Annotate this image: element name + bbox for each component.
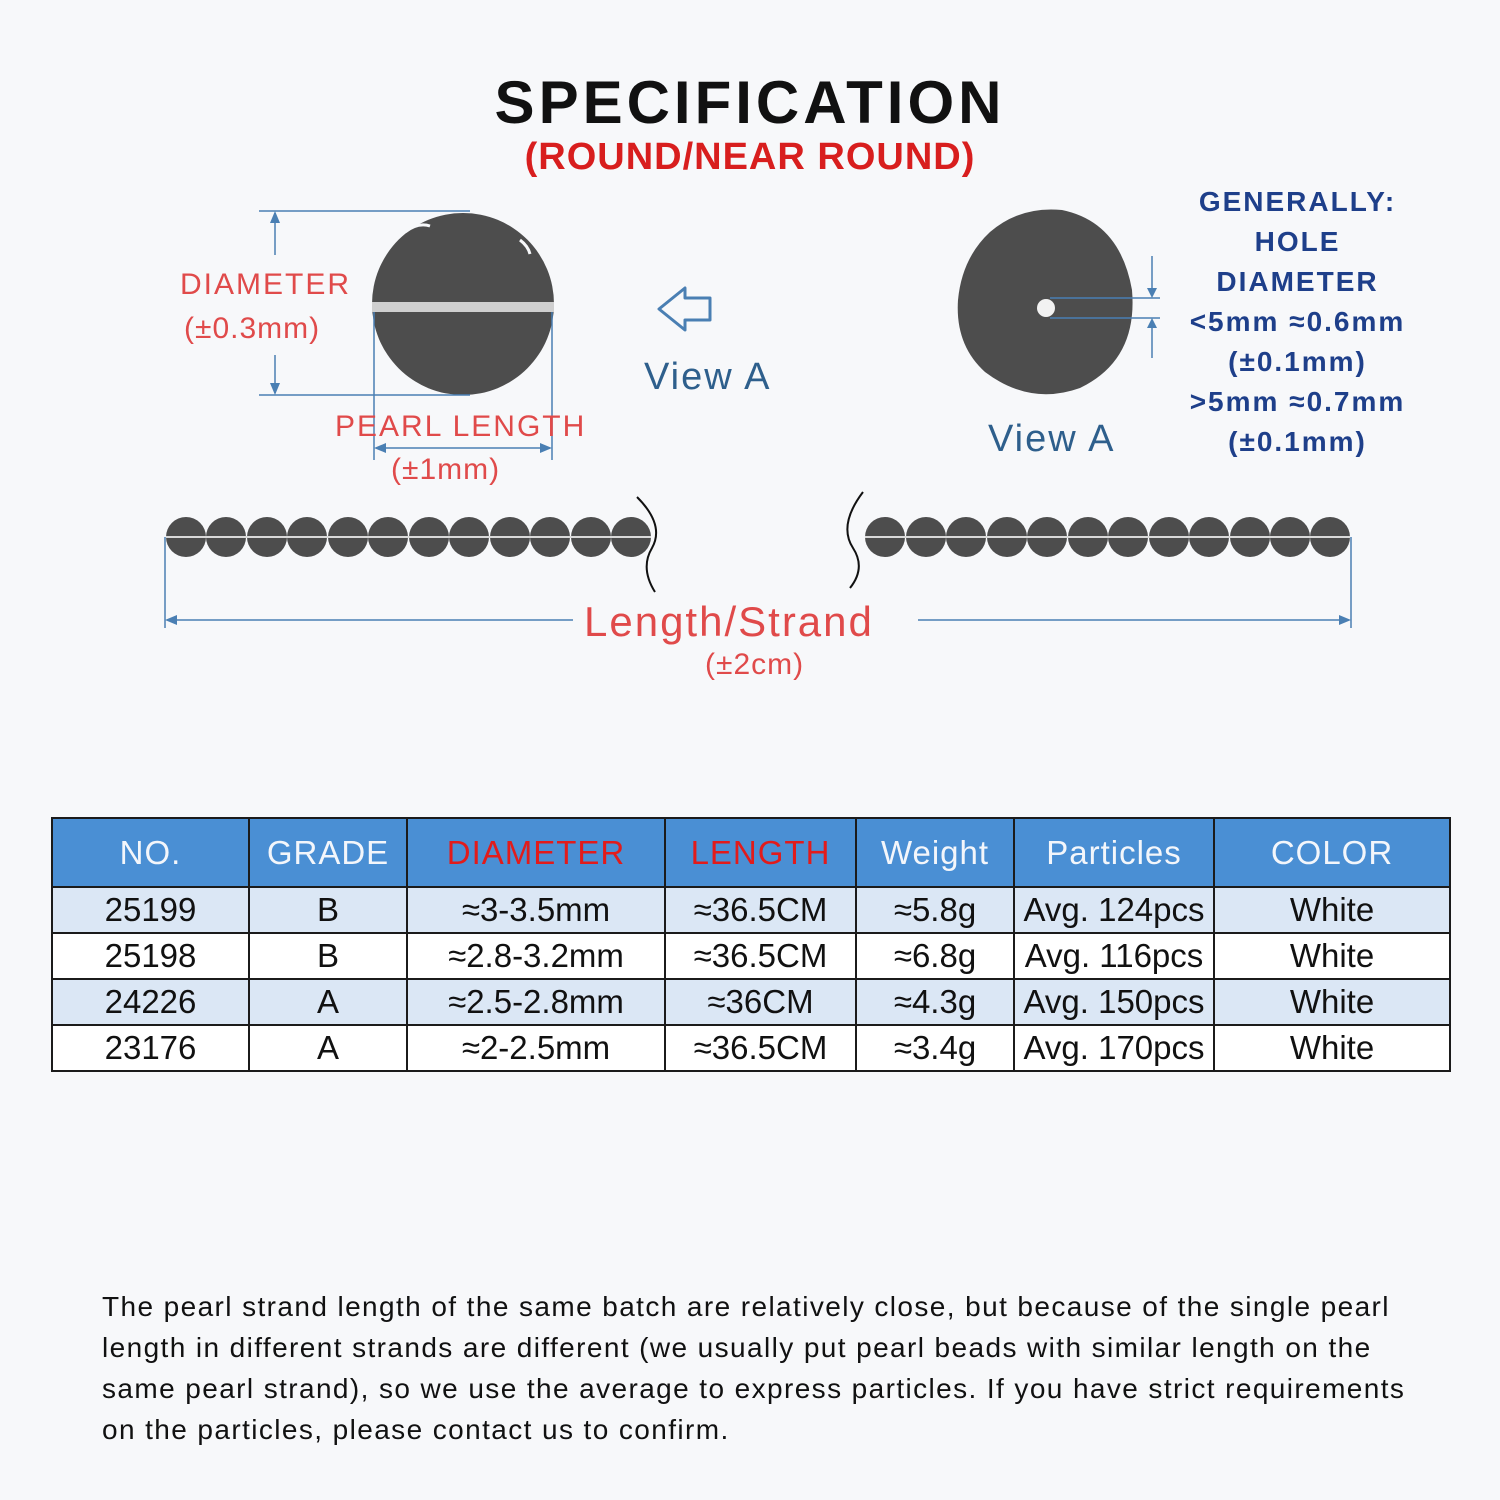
cell-diameter: ≈2.8-3.2mm xyxy=(407,933,665,979)
header-no: NO. xyxy=(52,818,249,887)
cell-no: 23176 xyxy=(52,1025,249,1071)
cell-color: White xyxy=(1214,933,1450,979)
strand-length-label: Length/Strand xyxy=(584,598,874,645)
table-row xyxy=(52,1025,1450,1071)
cell-diameter: ≈2-2.5mm xyxy=(407,1025,665,1071)
diameter-label: DIAMETER xyxy=(180,268,352,301)
cell-grade: B xyxy=(249,933,407,979)
cell-grade: A xyxy=(249,1025,407,1071)
view-a-label-right: View A xyxy=(988,418,1116,460)
drill-hole xyxy=(372,302,554,312)
strand-right xyxy=(865,517,1350,557)
strand-left xyxy=(166,517,651,557)
cell-color: White xyxy=(1214,887,1450,933)
cell-particles: Avg. 170pcs xyxy=(1014,1025,1214,1071)
hole-dot xyxy=(1037,299,1055,317)
page-subtitle: (ROUND/NEAR ROUND) xyxy=(524,136,976,178)
header-grade: GRADE xyxy=(249,818,407,887)
cell-grade: B xyxy=(249,887,407,933)
break-mark-right xyxy=(847,492,863,588)
cell-weight: ≈6.8g xyxy=(856,933,1014,979)
table-header-row xyxy=(52,818,1450,887)
cell-weight: ≈3.4g xyxy=(856,1025,1014,1071)
table-row xyxy=(52,887,1450,933)
hole-note-line: (±0.1mm) xyxy=(1228,426,1367,457)
left-arrow-icon xyxy=(659,288,710,330)
pearl-length-tolerance: (±1mm) xyxy=(391,453,501,486)
header-diameter: DIAMETER xyxy=(407,818,665,887)
table-row xyxy=(52,979,1450,1025)
header-color: COLOR xyxy=(1214,818,1450,887)
cell-no: 25199 xyxy=(52,887,249,933)
cell-color: White xyxy=(1214,1025,1450,1071)
cell-color: White xyxy=(1214,979,1450,1025)
cell-particles: Avg. 124pcs xyxy=(1014,887,1214,933)
cell-particles: Avg. 150pcs xyxy=(1014,979,1214,1025)
pearl-length-label: PEARL LENGTH xyxy=(335,410,587,443)
hole-note-line: >5mm ≈0.7mm xyxy=(1189,386,1406,417)
table-row xyxy=(52,933,1450,979)
pearl-side-view xyxy=(372,213,554,395)
view-a-label-left: View A xyxy=(644,356,772,398)
cell-no: 24226 xyxy=(52,979,249,1025)
cell-length: ≈36CM xyxy=(665,979,856,1025)
cell-no: 25198 xyxy=(52,933,249,979)
cell-weight: ≈5.8g xyxy=(856,887,1014,933)
page-title: SPECIFICATION xyxy=(494,69,1006,136)
cell-grade: A xyxy=(249,979,407,1025)
hole-note-line: (±0.1mm) xyxy=(1228,346,1367,377)
pearl-end-view xyxy=(958,209,1133,394)
footnote-paragraph: The pearl strand length of the same batch are relatively close, but because of the single pearl length in different strands are different (we usually put pearl beads with similar length on the same pearl strand), so we use the average to express particles. If you have strict requirements on the particles, please contact us to confirm. xyxy=(102,1291,1406,1445)
hole-diameter-note xyxy=(1170,182,1425,462)
hole-note-line: GENERALLY: xyxy=(1198,186,1397,217)
cell-length: ≈36.5CM xyxy=(665,887,856,933)
header-length: LENGTH xyxy=(665,818,856,887)
cell-weight: ≈4.3g xyxy=(856,979,1014,1025)
cell-diameter: ≈2.5-2.8mm xyxy=(407,979,665,1025)
hole-note-line: <5mm ≈0.6mm xyxy=(1189,306,1406,337)
spec-table xyxy=(51,817,1451,1072)
cell-length: ≈36.5CM xyxy=(665,1025,856,1071)
header-particles: Particles xyxy=(1014,818,1214,887)
header-weight: Weight xyxy=(856,818,1014,887)
cell-diameter: ≈3-3.5mm xyxy=(407,887,665,933)
diameter-tolerance: (±0.3mm) xyxy=(184,312,321,345)
cell-particles: Avg. 116pcs xyxy=(1014,933,1214,979)
hole-note-line: HOLE DIAMETER xyxy=(1216,226,1379,297)
strand-length-tolerance: (±2cm) xyxy=(705,648,805,681)
cell-length: ≈36.5CM xyxy=(665,933,856,979)
